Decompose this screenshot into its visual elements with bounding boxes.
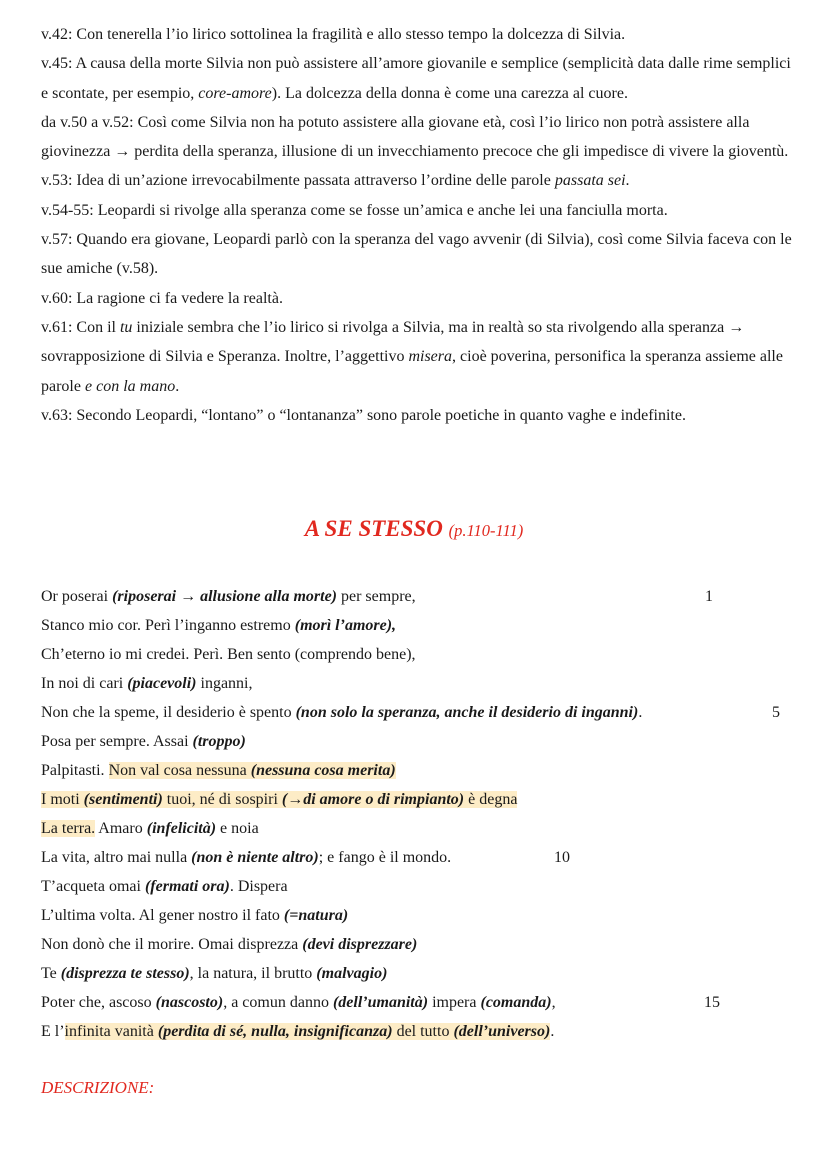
note-v45: v.45: A causa della morte Silvia non può assistere all’amore giovanile e semplice (semplicità data dalle rime semplici e scontate, per esempio, core-amore). La dolcezza della donna è come una carezza al cuore. bbox=[41, 55, 791, 102]
line-number: 1 bbox=[705, 588, 713, 605]
note-v60: v.60: La ragione ci fa vedere la realtà. bbox=[41, 289, 283, 307]
poem-line-15: Poter che, ascoso (nascosto), a comun danno (dell’umanità) impera (comanda), 15 bbox=[41, 988, 801, 1017]
note-v63: v.63: Secondo Leopardi, “lontano” o “lontananza” sono parole poetiche in quanto vaghe e indefinite. bbox=[41, 406, 686, 424]
poem-line-5: Non che la speme, il desiderio è spento (non solo la speranza, anche il desiderio di inganni). 5 bbox=[41, 698, 801, 727]
poem-line-14: Te (disprezza te stesso), la natura, il brutto (malvagio) bbox=[41, 965, 388, 982]
description-heading: DESCRIZIONE: bbox=[41, 1078, 155, 1097]
page-reference: (p.110-111) bbox=[448, 521, 524, 540]
poem-line-6: Posa per sempre. Assai (troppo) bbox=[41, 733, 246, 750]
commentary-notes bbox=[41, 20, 801, 430]
note-v50-52: da v.50 a v.52: Così come Silvia non ha potuto assistere alla giovane età, così l’io lirico non potrà assistere alla giovinezza → perdita della speranza, illusione di un invecchiamento precoce che gli impedisce di vivere la gioventù. bbox=[41, 113, 789, 161]
line-number: 10 bbox=[554, 849, 570, 866]
note-v42: v.42: Con tenerella l’io lirico sottolinea la fragilità e allo stesso tempo la dolcezza di Silvia. bbox=[41, 26, 626, 43]
poem-line-9: La terra. Amaro (infelicità) e noia bbox=[41, 820, 259, 837]
poem-line-10: La vita, altro mai nulla (non è niente altro); e fango è il mondo. 10 bbox=[41, 843, 801, 872]
poem-line-11: T’acqueta omai (fermati ora). Dispera bbox=[41, 878, 288, 895]
note-v57: v.57: Quando era giovane, Leopardi parlò con la speranza del vago avvenir (di Silvia), così come Silvia faceva con le sue amiche (v.58). bbox=[41, 231, 792, 278]
poem-line-3: Ch’eterno io mi credei. Perì. Ben sento (comprendo bene), bbox=[41, 646, 416, 663]
poem-line-2: Stanco mio cor. Perì l’inganno estremo (morì l’amore), bbox=[41, 617, 397, 634]
poem-line-16: E l’infinita vanità (perdita di sé, nulla, insignificanza) del tutto (dell’universo). bbox=[41, 1023, 555, 1040]
note-v54-55: v.54-55: Leopardi si rivolge alla speranza come se fosse un’amica e anche lei una fanciulla morta. bbox=[41, 201, 668, 219]
line-number: 5 bbox=[772, 704, 780, 721]
line-number: 15 bbox=[704, 994, 720, 1011]
poem-title: A SE STESSO (p.110-111) bbox=[304, 516, 524, 541]
highlight: I moti (sentimenti) tuoi, né di sospiri (→di amore o di rimpianto) è degna bbox=[41, 791, 518, 808]
poem-line-1: Or poserai (riposerai → allusione alla morte) per sempre, 1 bbox=[41, 582, 801, 611]
highlight: infinita vanità (perdita di sé, nulla, insignificanza) del tutto (dell’universo) bbox=[64, 1023, 551, 1040]
highlight: Non val cosa nessuna (nessuna cosa merita) bbox=[108, 762, 396, 779]
poem-line-4: In noi di cari (piacevoli) inganni, bbox=[41, 675, 253, 692]
note-v61: v.61: Con il tu iniziale sembra che l’io lirico si rivolga a Silvia, ma in realtà so sta rivolgendo alla speranza → sovrapposizione di Silvia e Speranza. Inoltre, l’aggettivo misera, cioè poverina, personifica la speranza assieme alle parole e con la mano. bbox=[41, 318, 783, 395]
poem-line-12: L’ultima volta. Al gener nostro il fato (=natura) bbox=[41, 907, 349, 924]
poem-line-7: Palpitasti. Non val cosa nessuna (nessuna cosa merita) bbox=[41, 762, 396, 779]
poem-line-13: Non donò che il morire. Omai disprezza (devi disprezzare) bbox=[41, 936, 418, 953]
poem-text bbox=[41, 582, 801, 1046]
poem-line-8 bbox=[41, 785, 801, 814]
highlight: La terra. bbox=[41, 820, 96, 837]
note-v53: v.53: Idea di un’azione irrevocabilmente passata attraverso l’ordine delle parole passata sei. bbox=[41, 172, 630, 190]
